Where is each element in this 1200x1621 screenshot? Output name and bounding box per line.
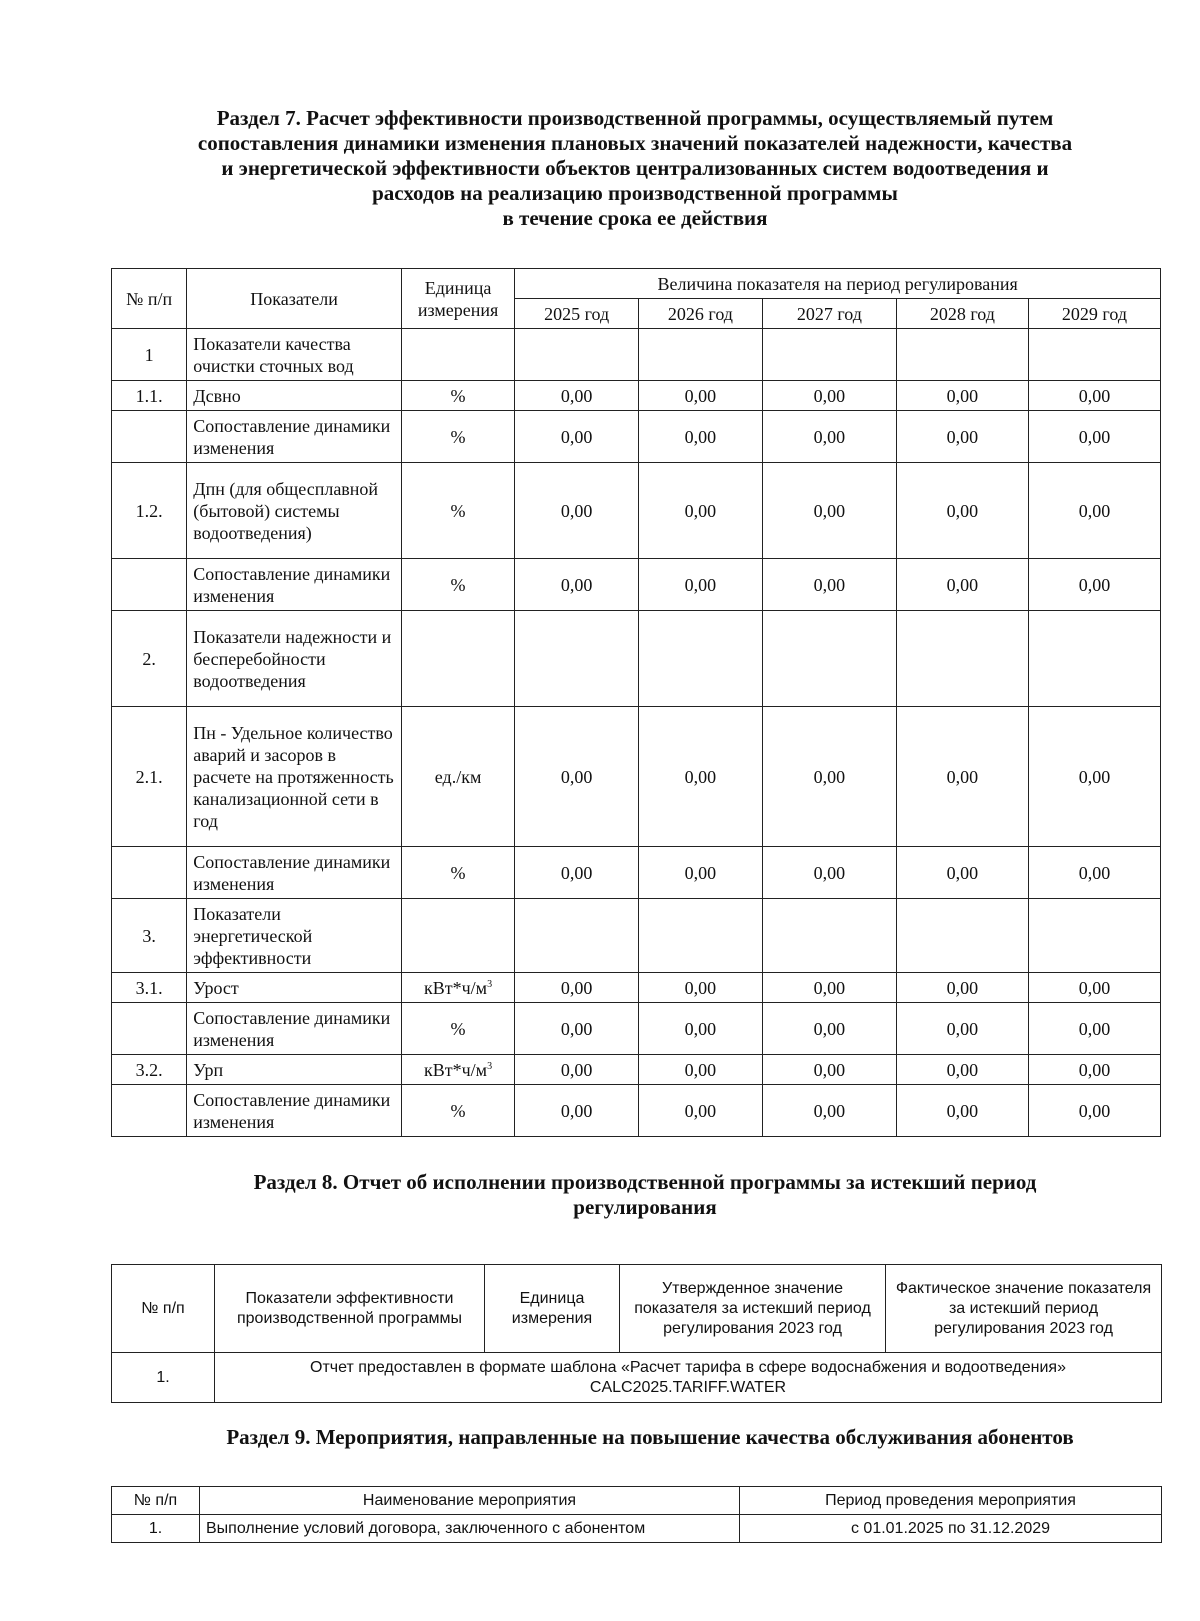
row-indicator: Дсвно [187, 381, 402, 411]
row-value: 0,00 [515, 411, 639, 463]
section8-title [110, 1170, 1180, 1220]
section9-title [110, 1425, 1190, 1450]
s9-header-name: Наименование мероприятия [200, 1487, 740, 1515]
row-value: 0,00 [1028, 1085, 1160, 1137]
row-value [762, 611, 896, 707]
row-value: 0,00 [762, 973, 896, 1003]
row-value: 0,00 [896, 381, 1028, 411]
row-unit [401, 329, 514, 381]
row-indicator: Дпн (для общесплавной (бытовой) системы водоотведения) [187, 463, 402, 559]
s9-row-name: Выполнение условий договора, заключенного с абонентом [200, 1515, 740, 1543]
section7-title-line: в течение срока ее действия [502, 206, 768, 230]
row-num [112, 1003, 187, 1055]
row-value: 0,00 [1028, 411, 1160, 463]
row-value: 0,00 [515, 559, 639, 611]
row-value: 0,00 [896, 411, 1028, 463]
row-indicator: Сопоставление динамики изменения [187, 847, 402, 899]
row-value: 0,00 [762, 1055, 896, 1085]
row-value: 0,00 [762, 559, 896, 611]
row-value: 0,00 [762, 411, 896, 463]
row-num [112, 847, 187, 899]
row-unit-text: кВт*ч/м [424, 1059, 488, 1080]
table-row [112, 847, 1161, 899]
section9-table [111, 1486, 1162, 1543]
row-indicator: Сопоставление динамики изменения [187, 1003, 402, 1055]
row-unit [401, 847, 514, 899]
row-unit [401, 1085, 514, 1137]
row-value [515, 899, 639, 973]
row-num: 3. [112, 899, 187, 973]
row-value [639, 899, 763, 973]
row-value [762, 899, 896, 973]
header-unit: Единица измерения [401, 269, 514, 329]
row-value: 0,00 [762, 1003, 896, 1055]
row-num [112, 1085, 187, 1137]
row-value: 0,00 [639, 411, 763, 463]
row-value [515, 329, 639, 381]
row-value: 0,00 [1028, 1055, 1160, 1085]
table-row [112, 463, 1161, 559]
row-value: 0,00 [515, 1085, 639, 1137]
row-indicator: Показатели энергетической эффективности [187, 899, 402, 973]
s9-header-num: № п/п [112, 1487, 200, 1515]
section7-title-line: Раздел 7. Расчет эффективности производственной программы, осуществляемый путем [216, 106, 1054, 130]
section9-title-line: Раздел 9. Мероприятия, направленные на повышение качества обслуживания абонентов [226, 1425, 1074, 1449]
header-indicator: Показатели [187, 269, 402, 329]
row-indicator: Показатели надежности и бесперебойности водоотведения [187, 611, 402, 707]
row-value: 0,00 [896, 847, 1028, 899]
header-year: 2029 год [1028, 299, 1160, 329]
s8-row-text-line: Отчет предоставлен в формате шаблона «Расчет тарифа в сфере водоснабжения и водоотведения» [310, 1358, 1066, 1376]
row-value: 0,00 [639, 973, 763, 1003]
section7-title-line: и энергетической эффективности объектов централизованных систем водоотведения и [221, 156, 1049, 180]
table-row [112, 899, 1161, 973]
row-value: 0,00 [762, 463, 896, 559]
row-value [896, 899, 1028, 973]
row-value: 0,00 [1028, 463, 1160, 559]
s8-row-num: 1. [112, 1353, 215, 1403]
section8-title-line: регулирования [573, 1195, 717, 1219]
row-unit-text: % [450, 862, 466, 883]
row-unit-text: ед./км [434, 766, 482, 787]
row-value: 0,00 [639, 381, 763, 411]
row-unit [401, 463, 514, 559]
row-num: 2. [112, 611, 187, 707]
row-unit [401, 611, 514, 707]
row-num: 1.2. [112, 463, 187, 559]
row-indicator: Сопоставление динамики изменения [187, 559, 402, 611]
row-value: 0,00 [639, 463, 763, 559]
row-unit-text: % [450, 385, 466, 406]
header-year: 2027 год [762, 299, 896, 329]
header-year: 2025 год [515, 299, 639, 329]
row-value: 0,00 [762, 1085, 896, 1137]
table-row [112, 611, 1161, 707]
row-unit [401, 707, 514, 847]
row-unit-text: % [450, 574, 466, 595]
row-value [515, 611, 639, 707]
header-period: Величина показателя на период регулирования [515, 269, 1161, 299]
row-unit-text: кВт*ч/м [424, 977, 488, 998]
section7-title-line: сопоставления динамики изменения плановых значений показателей надежности, качества [197, 131, 1073, 155]
s8-header-indicator: Показатели эффективности производственной программы [215, 1265, 485, 1353]
row-unit-superscript: 3 [487, 1060, 493, 1072]
row-value: 0,00 [896, 1003, 1028, 1055]
table-row [112, 1003, 1161, 1055]
row-unit-text: % [450, 500, 466, 521]
section7-title-line: расходов на реализацию производственной программы [372, 181, 898, 205]
row-value [896, 329, 1028, 381]
section7-title [110, 106, 1160, 231]
table-row [112, 973, 1161, 1003]
row-value: 0,00 [896, 559, 1028, 611]
header-year: 2028 год [896, 299, 1028, 329]
table-row [112, 707, 1161, 847]
row-indicator: Сопоставление динамики изменения [187, 411, 402, 463]
row-unit-superscript: 3 [487, 978, 493, 990]
row-indicator: Урост [187, 973, 402, 1003]
row-value: 0,00 [515, 973, 639, 1003]
table-row [112, 381, 1161, 411]
row-value: 0,00 [639, 847, 763, 899]
s9-header-period: Период проведения мероприятия [740, 1487, 1162, 1515]
row-value: 0,00 [515, 381, 639, 411]
row-value [1028, 899, 1160, 973]
row-value [639, 611, 763, 707]
row-value: 0,00 [639, 559, 763, 611]
row-num [112, 411, 187, 463]
s8-header-unit: Единица измерения [485, 1265, 620, 1353]
row-value: 0,00 [515, 1003, 639, 1055]
row-value [1028, 611, 1160, 707]
row-value: 0,00 [515, 847, 639, 899]
row-value: 0,00 [639, 707, 763, 847]
row-indicator: Сопоставление динамики изменения [187, 1085, 402, 1137]
row-unit [401, 381, 514, 411]
row-indicator: Показатели качества очистки сточных вод [187, 329, 402, 381]
row-unit-text: % [450, 1100, 466, 1121]
row-value: 0,00 [639, 1055, 763, 1085]
s8-row-text-line: CALC2025.TARIFF.WATER [589, 1378, 787, 1396]
row-num: 1 [112, 329, 187, 381]
row-value: 0,00 [1028, 847, 1160, 899]
s8-header-num: № п/п [112, 1265, 215, 1353]
row-indicator: Пн - Удельное количество аварий и засоров в расчете на протяженность канализационной сети в год [187, 707, 402, 847]
section7-table-body [112, 329, 1161, 1137]
row-indicator: Урп [187, 1055, 402, 1085]
row-num: 1.1. [112, 381, 187, 411]
row-unit-text: % [450, 1018, 466, 1039]
row-value: 0,00 [762, 847, 896, 899]
table-row [112, 329, 1161, 381]
section8-table [111, 1264, 1162, 1403]
section7-table [111, 268, 1161, 1137]
row-value: 0,00 [896, 707, 1028, 847]
section8-title-line: Раздел 8. Отчет об исполнении производственной программы за истекший период [253, 1170, 1037, 1194]
row-value: 0,00 [639, 1003, 763, 1055]
row-unit [401, 559, 514, 611]
s8-row-text [215, 1353, 1162, 1403]
row-value [896, 611, 1028, 707]
row-value: 0,00 [1028, 1003, 1160, 1055]
row-value: 0,00 [1028, 707, 1160, 847]
row-num [112, 559, 187, 611]
row-value: 0,00 [1028, 559, 1160, 611]
row-unit [401, 411, 514, 463]
row-value: 0,00 [762, 381, 896, 411]
row-value [639, 329, 763, 381]
row-value [1028, 329, 1160, 381]
row-num: 2.1. [112, 707, 187, 847]
row-unit [401, 899, 514, 973]
row-value: 0,00 [1028, 973, 1160, 1003]
row-value: 0,00 [1028, 381, 1160, 411]
row-value: 0,00 [515, 1055, 639, 1085]
row-value: 0,00 [896, 973, 1028, 1003]
row-value: 0,00 [762, 707, 896, 847]
s8-header-actual: Фактическое значение показателя за истекший период регулирования 2023 год [886, 1265, 1162, 1353]
row-unit [401, 973, 514, 1003]
row-unit-text: % [450, 426, 466, 447]
table-row [112, 1055, 1161, 1085]
table-row [112, 559, 1161, 611]
row-unit [401, 1055, 514, 1085]
row-value: 0,00 [515, 707, 639, 847]
row-num: 3.2. [112, 1055, 187, 1085]
row-value: 0,00 [639, 1085, 763, 1137]
row-value: 0,00 [515, 463, 639, 559]
row-value: 0,00 [896, 1055, 1028, 1085]
s9-row-num: 1. [112, 1515, 200, 1543]
s9-row-period: с 01.01.2025 по 31.12.2029 [740, 1515, 1162, 1543]
row-unit [401, 1003, 514, 1055]
row-value [762, 329, 896, 381]
s8-header-approved: Утвержденное значение показателя за истекший период регулирования 2023 год [620, 1265, 886, 1353]
table-row [112, 1085, 1161, 1137]
header-year: 2026 год [639, 299, 763, 329]
row-num: 3.1. [112, 973, 187, 1003]
header-num: № п/п [112, 269, 187, 329]
table-row [112, 411, 1161, 463]
row-value: 0,00 [896, 1085, 1028, 1137]
row-value: 0,00 [896, 463, 1028, 559]
